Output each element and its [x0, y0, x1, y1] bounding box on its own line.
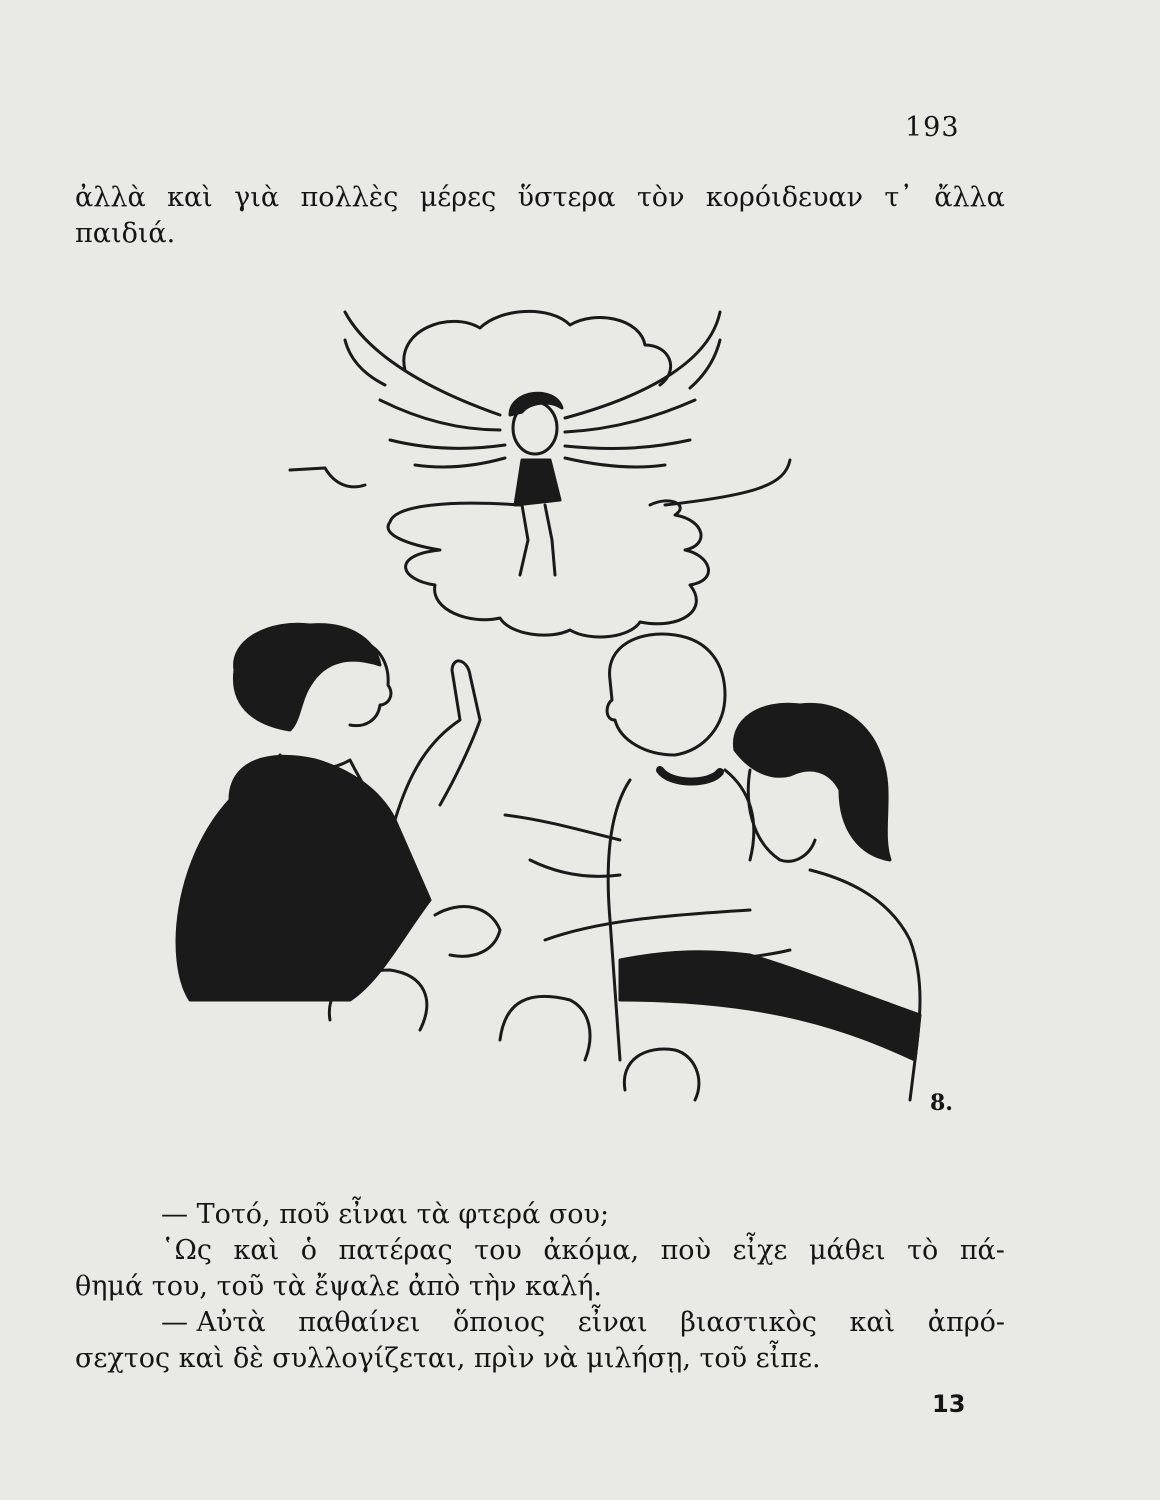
- top-line-2: παιδιά.: [75, 218, 176, 249]
- top-paragraph: [75, 180, 1005, 252]
- bottom-line-4: [75, 1305, 1005, 1341]
- word: πατέρας: [338, 1235, 453, 1266]
- streak-left: [290, 468, 365, 487]
- bottom-line-1: — Τοτό, ποῦ εἶναι τὰ φτερά σου;: [161, 1199, 610, 1230]
- middle-child-arm: [505, 815, 620, 876]
- bottom-line-5: σεχτος καὶ δὲ συλλογίζεται, πρὶν νὰ μιλήσῃ, τοῦ εἶπε.: [75, 1343, 821, 1374]
- left-child-hand: [435, 907, 500, 957]
- word: του: [474, 1235, 522, 1266]
- word: ῾Ως: [161, 1235, 213, 1266]
- wing-left: [345, 312, 505, 467]
- cloud-upper: [404, 311, 671, 385]
- word: καὶ: [849, 1307, 896, 1338]
- word: ὁ: [300, 1235, 318, 1266]
- right-child-leg: [624, 1049, 699, 1100]
- word: παθαίνει: [298, 1307, 421, 1338]
- sheet-signature-number: 13: [932, 1390, 966, 1418]
- bottom-line-2: [75, 1233, 1005, 1269]
- word: ποὺ: [660, 1235, 711, 1266]
- word: μέρες: [419, 182, 497, 213]
- word: ὕστερα: [517, 182, 616, 213]
- word: καὶ: [167, 182, 213, 213]
- word: ὅποιος: [452, 1307, 546, 1338]
- left-child-arm: [395, 661, 480, 820]
- right-child-face: [748, 770, 815, 861]
- word: μάθει: [808, 1235, 886, 1266]
- left-child-body: [177, 756, 430, 1000]
- word: εἶναι: [577, 1307, 648, 1338]
- right-child-dress: [620, 952, 920, 1060]
- middle-child-collar: [660, 770, 720, 782]
- word: πά-: [959, 1235, 1005, 1266]
- word: τὸν: [636, 182, 685, 213]
- middle-child-leg: [500, 996, 590, 1060]
- word: τὸ: [907, 1235, 939, 1266]
- left-child-hair: [234, 624, 380, 730]
- word: βιαστικὸς: [680, 1307, 817, 1338]
- word: τ᾽: [884, 182, 913, 213]
- flying-boy-hair: [510, 393, 562, 415]
- bottom-paragraph: [75, 1197, 1005, 1377]
- word: γιὰ: [234, 182, 280, 213]
- word: — Αὐτὰ: [161, 1307, 266, 1338]
- word: ἀλλὰ: [75, 182, 146, 213]
- word: ἀπρό-: [927, 1307, 1005, 1338]
- top-line-1: [75, 180, 1005, 216]
- illustrator-signature: 8.: [930, 1090, 953, 1116]
- word: ἀκόμα,: [543, 1235, 640, 1266]
- streak-right: [665, 460, 790, 505]
- word: εἶχε: [732, 1235, 788, 1266]
- word: κορόιδευαν: [705, 182, 864, 213]
- flying-boy-body: [515, 460, 560, 505]
- bottom-line-3: θημά του, τοῦ τὰ ἔψαλε ἀπὸ τὴν καλή.: [75, 1271, 602, 1302]
- page-number: 193: [905, 112, 960, 143]
- children-illustration: [150, 300, 970, 1160]
- word: ἄλλα: [934, 182, 1005, 213]
- flying-boy-legs: [520, 505, 555, 575]
- word: πολλὲς: [300, 182, 399, 213]
- middle-child-head: [607, 634, 725, 755]
- word: καὶ: [233, 1235, 280, 1266]
